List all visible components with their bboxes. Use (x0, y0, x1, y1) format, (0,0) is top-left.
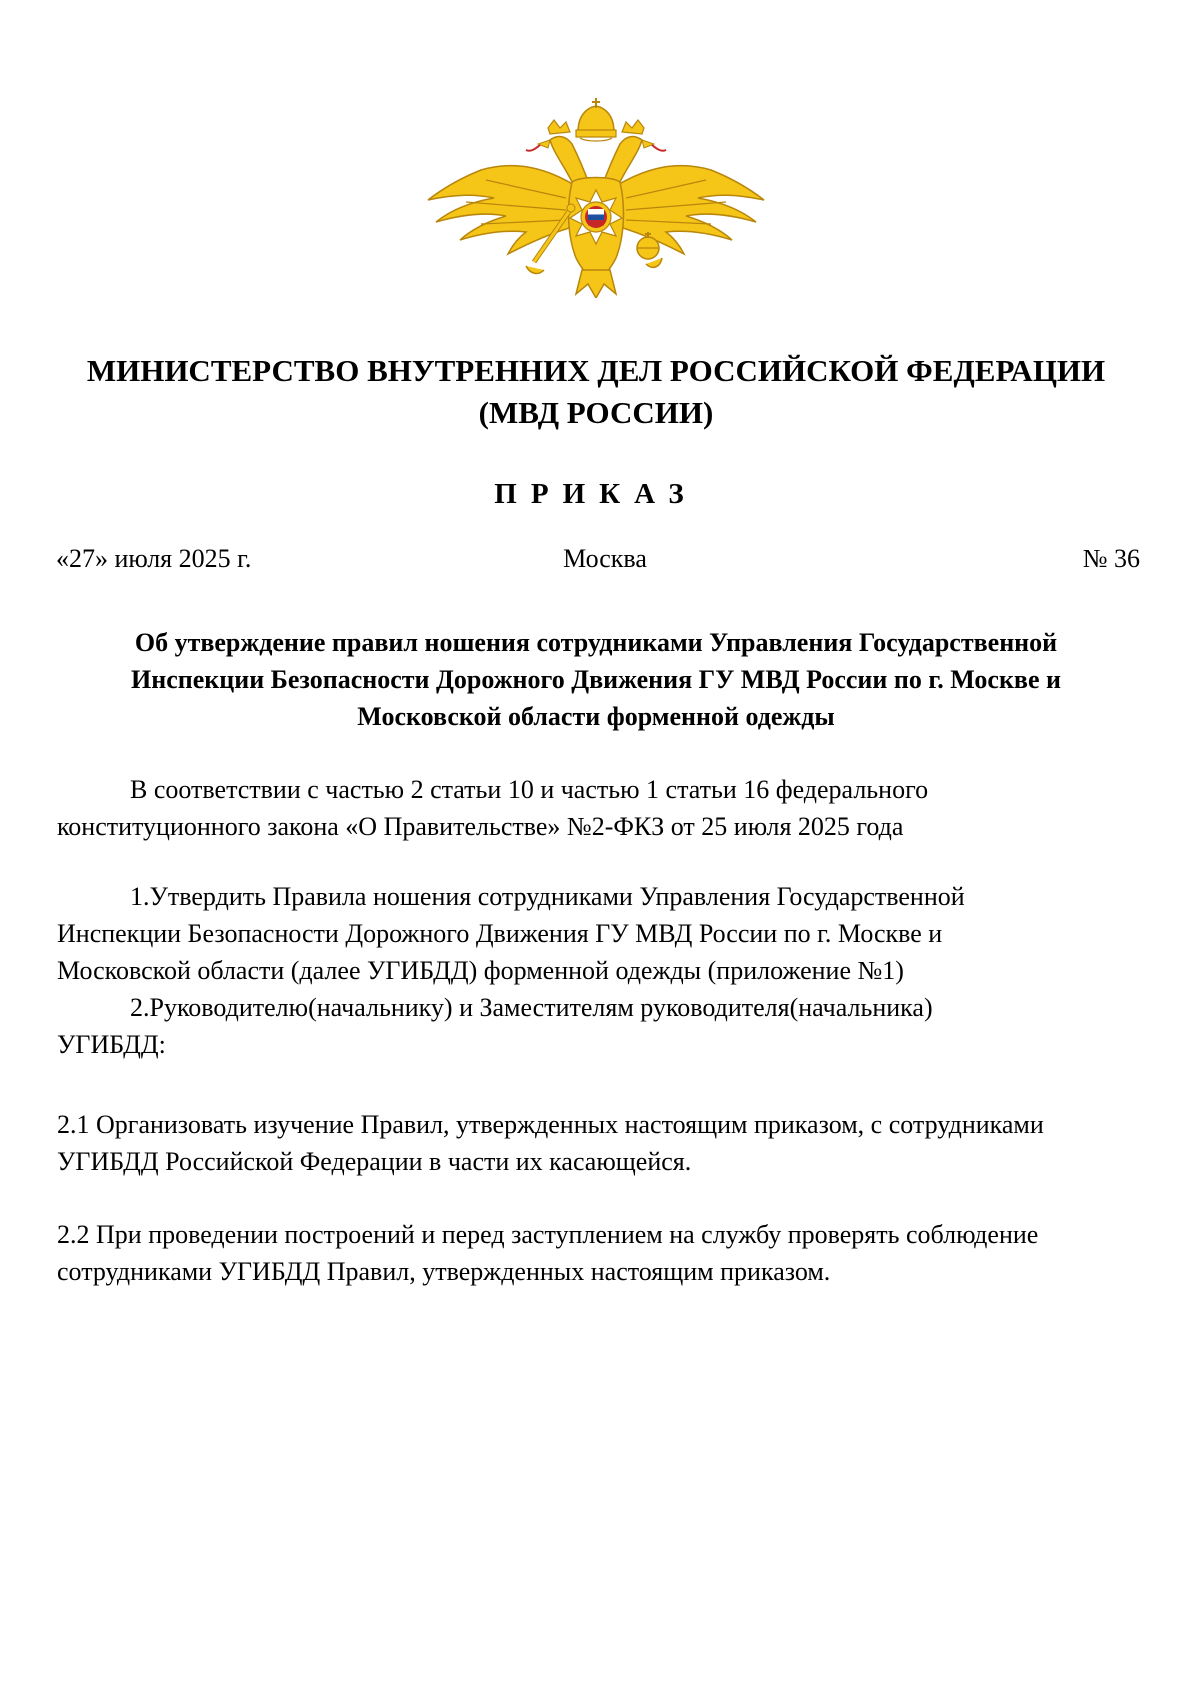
order-date: «27» июля 2025 г. (56, 544, 252, 573)
ministry-title: МИНИСТЕРСТВО ВНУТРЕННИХ ДЕЛ РОССИЙСКОЙ ФЕДЕРАЦИИ (86, 353, 1106, 388)
ministry-abbreviation: (МВД РОССИИ) (478, 395, 714, 430)
item-text: Утвердить Правила ношения сотрудниками Управления Государственной (149, 882, 965, 911)
crown (576, 98, 616, 141)
subitem-2-1 (57, 1106, 1137, 1180)
item-text: Руководителю(начальнику) и Заместителям руководителя(начальника) (149, 993, 933, 1022)
list-item (57, 989, 1137, 1026)
subitem-text: 2.2 При проведении построений и перед заступлением на службу проверять соблюдение (57, 1220, 1039, 1249)
subject-line: Об утверждение правил ношения сотрудниками Управления Государственной (134, 628, 1058, 657)
subitem-text: УГИБДД Российской Федерации в части их касающейся. (57, 1147, 692, 1176)
eagle-tail (576, 270, 616, 298)
order-meta (56, 541, 1140, 577)
right-wing (616, 166, 764, 254)
item-number: 2. (130, 993, 150, 1022)
order-title: ПРИКАЗ (494, 478, 698, 510)
ministry-heading (0, 350, 1192, 434)
list-item (57, 878, 1137, 915)
order-items (57, 878, 1137, 1063)
preamble-line: конституционного закона «О Правительстве» №2-ФКЗ от 25 июля 2025 года (57, 812, 904, 841)
subitem-text: сотрудниками УГИБДД Правил, утвержденных настоящим приказом. (57, 1257, 831, 1286)
subject-line: Московской области форменной одежды (357, 702, 835, 731)
subitem-2-2 (57, 1216, 1137, 1290)
mvd-emblem-icon (426, 98, 766, 298)
order-number: № 36 (1082, 544, 1140, 573)
item-text: Инспекции Безопасности Дорожного Движения ГУ МВД России по г. Москве и (57, 919, 943, 948)
item-text: УГИБДД: (57, 1030, 166, 1059)
order-city: Москва (563, 544, 647, 573)
order-subject (60, 624, 1132, 735)
star-badge (570, 190, 622, 244)
item-number: 1. (130, 882, 150, 911)
subject-line: Инспекции Безопасности Дорожного Движения ГУ МВД России по г. Москве и (131, 665, 1061, 694)
left-wing (428, 166, 576, 254)
preamble (57, 771, 1137, 845)
item-text: Московской области (далее УГИБДД) форменной одежды (приложение №1) (57, 956, 904, 985)
preamble-line: В соответствии с частью 2 статьи 10 и частью 1 статьи 16 федерального (130, 775, 929, 804)
subitem-text: 2.1 Организовать изучение Правил, утвержденных настоящим приказом, с сотрудниками (57, 1110, 1044, 1139)
